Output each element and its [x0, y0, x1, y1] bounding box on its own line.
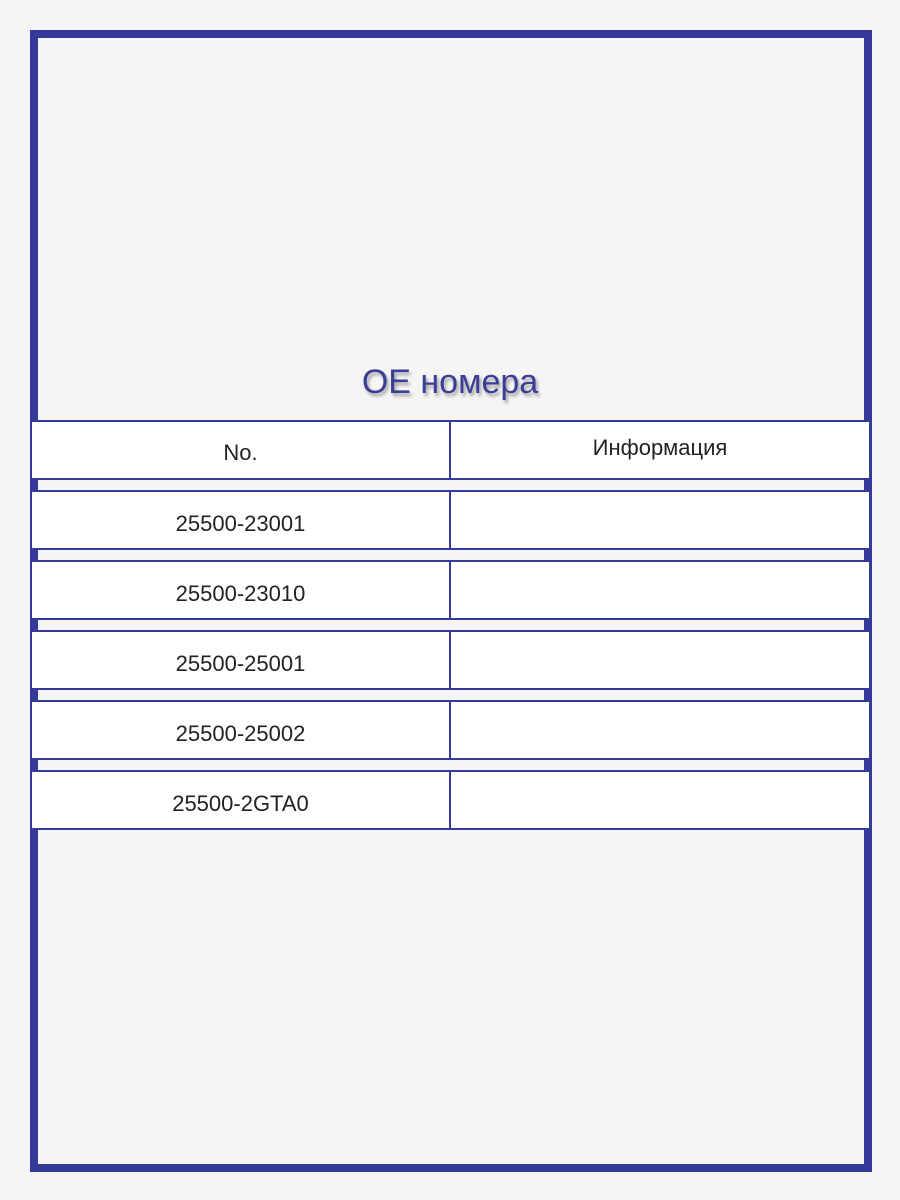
oe-number-cell	[30, 770, 451, 830]
oe-number: 25500-25001	[175, 651, 306, 676]
page-title: OE номера	[361, 363, 539, 401]
oe-number-cell	[30, 490, 451, 550]
info-cell	[451, 560, 871, 620]
table-row	[30, 560, 871, 620]
column-header-info-label: Информация	[592, 435, 728, 460]
oe-number: 25500-23001	[175, 511, 306, 536]
info-cell	[451, 770, 871, 830]
column-header-info	[451, 420, 871, 480]
table-row	[30, 700, 871, 760]
info-cell	[451, 700, 871, 760]
oe-number-cell	[30, 630, 451, 690]
oe-number: 25500-23010	[175, 581, 306, 606]
table-row	[30, 770, 871, 830]
info-cell	[451, 630, 871, 690]
info-cell	[451, 490, 871, 550]
oe-number-cell	[30, 560, 451, 620]
oe-number-cell	[30, 700, 451, 760]
oe-number: 25500-25002	[175, 721, 306, 746]
table-header	[30, 420, 871, 480]
table-row	[30, 630, 871, 690]
column-header-no-label: No.	[223, 440, 258, 465]
column-header-no	[30, 420, 451, 480]
table-row	[30, 490, 871, 550]
oe-number: 25500-2GTA0	[172, 791, 309, 816]
